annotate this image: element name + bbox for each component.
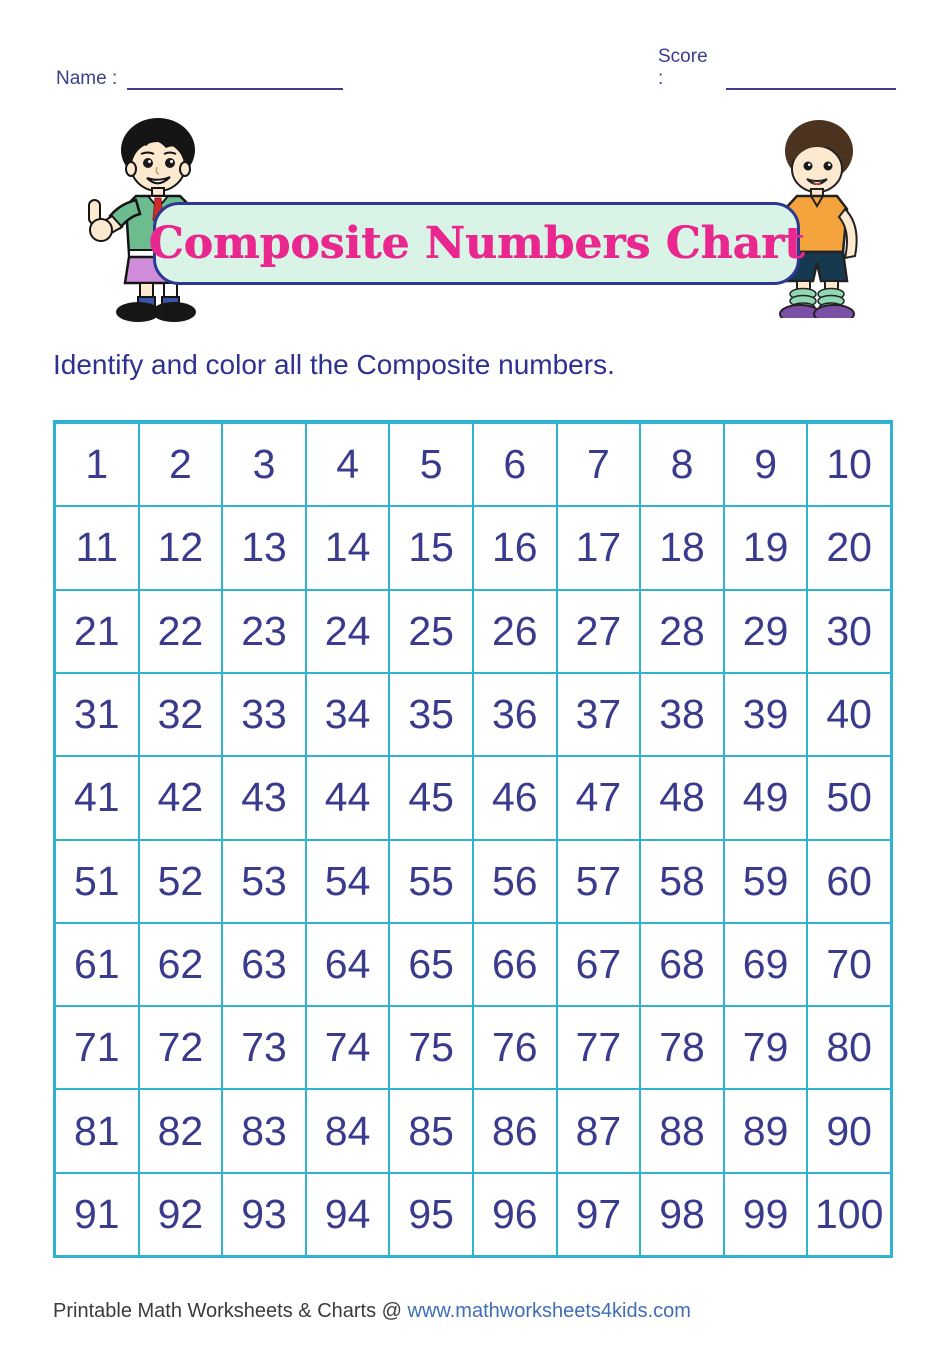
grid-cell-24[interactable]: 24 (306, 590, 390, 673)
grid-cell-11[interactable]: 11 (55, 506, 139, 589)
grid-cell-32[interactable]: 32 (139, 673, 223, 756)
grid-cell-40[interactable]: 40 (807, 673, 891, 756)
score-label: Score : (658, 46, 708, 89)
grid-cell-55[interactable]: 55 (389, 840, 473, 923)
grid-cell-39[interactable]: 39 (724, 673, 808, 756)
grid-cell-12[interactable]: 12 (139, 506, 223, 589)
grid-cell-21[interactable]: 21 (55, 590, 139, 673)
grid-cell-38[interactable]: 38 (640, 673, 724, 756)
grid-cell-71[interactable]: 71 (55, 1006, 139, 1089)
grid-cell-76[interactable]: 76 (473, 1006, 557, 1089)
page-title: Composite Numbers Chart (148, 218, 805, 269)
grid-cell-36[interactable]: 36 (473, 673, 557, 756)
grid-cell-53[interactable]: 53 (222, 840, 306, 923)
grid-cell-72[interactable]: 72 (139, 1006, 223, 1089)
grid-cell-44[interactable]: 44 (306, 756, 390, 839)
grid-cell-61[interactable]: 61 (55, 923, 139, 1006)
footer (53, 1300, 691, 1323)
grid-cell-57[interactable]: 57 (557, 840, 641, 923)
grid-cell-48[interactable]: 48 (640, 756, 724, 839)
grid-cell-85[interactable]: 85 (389, 1089, 473, 1172)
grid-cell-17[interactable]: 17 (557, 506, 641, 589)
grid-cell-65[interactable]: 65 (389, 923, 473, 1006)
grid-cell-33[interactable]: 33 (222, 673, 306, 756)
grid-cell-19[interactable]: 19 (724, 506, 808, 589)
grid-cell-70[interactable]: 70 (807, 923, 891, 1006)
footer-credit-text: Printable Math Worksheets & Charts @ (53, 1300, 408, 1322)
grid-cell-6[interactable]: 6 (473, 423, 557, 506)
grid-cell-28[interactable]: 28 (640, 590, 724, 673)
grid-cell-92[interactable]: 92 (139, 1173, 223, 1256)
grid-cell-3[interactable]: 3 (222, 423, 306, 506)
grid-cell-67[interactable]: 67 (557, 923, 641, 1006)
grid-cell-29[interactable]: 29 (724, 590, 808, 673)
grid-cell-100[interactable]: 100 (807, 1173, 891, 1256)
grid-cell-97[interactable]: 97 (557, 1173, 641, 1256)
grid-cell-51[interactable]: 51 (55, 840, 139, 923)
grid-cell-9[interactable]: 9 (724, 423, 808, 506)
banner-area (0, 0, 950, 340)
grid-cell-26[interactable]: 26 (473, 590, 557, 673)
grid-cell-62[interactable]: 62 (139, 923, 223, 1006)
grid-cell-8[interactable]: 8 (640, 423, 724, 506)
grid-cell-83[interactable]: 83 (222, 1089, 306, 1172)
grid-cell-49[interactable]: 49 (724, 756, 808, 839)
grid-cell-78[interactable]: 78 (640, 1006, 724, 1089)
grid-cell-16[interactable]: 16 (473, 506, 557, 589)
grid-cell-7[interactable]: 7 (557, 423, 641, 506)
grid-cell-96[interactable]: 96 (473, 1173, 557, 1256)
grid-cell-58[interactable]: 58 (640, 840, 724, 923)
grid-cell-93[interactable]: 93 (222, 1173, 306, 1256)
grid-cell-22[interactable]: 22 (139, 590, 223, 673)
grid-cell-47[interactable]: 47 (557, 756, 641, 839)
grid-cell-73[interactable]: 73 (222, 1006, 306, 1089)
grid-cell-30[interactable]: 30 (807, 590, 891, 673)
grid-cell-34[interactable]: 34 (306, 673, 390, 756)
grid-cell-46[interactable]: 46 (473, 756, 557, 839)
grid-cell-94[interactable]: 94 (306, 1173, 390, 1256)
grid-cell-84[interactable]: 84 (306, 1089, 390, 1172)
grid-cell-79[interactable]: 79 (724, 1006, 808, 1089)
grid-cell-4[interactable]: 4 (306, 423, 390, 506)
grid-cell-10[interactable]: 10 (807, 423, 891, 506)
grid-cell-60[interactable]: 60 (807, 840, 891, 923)
grid-cell-35[interactable]: 35 (389, 673, 473, 756)
grid-cell-95[interactable]: 95 (389, 1173, 473, 1256)
grid-cell-41[interactable]: 41 (55, 756, 139, 839)
grid-cell-66[interactable]: 66 (473, 923, 557, 1006)
grid-cell-31[interactable]: 31 (55, 673, 139, 756)
grid-cell-52[interactable]: 52 (139, 840, 223, 923)
number-grid (53, 420, 893, 1258)
grid-cell-45[interactable]: 45 (389, 756, 473, 839)
grid-cell-27[interactable]: 27 (557, 590, 641, 673)
grid-cell-89[interactable]: 89 (724, 1089, 808, 1172)
grid-cell-1[interactable]: 1 (55, 423, 139, 506)
grid-cell-25[interactable]: 25 (389, 590, 473, 673)
grid-cell-59[interactable]: 59 (724, 840, 808, 923)
grid-cell-56[interactable]: 56 (473, 840, 557, 923)
grid-cell-75[interactable]: 75 (389, 1006, 473, 1089)
grid-cell-68[interactable]: 68 (640, 923, 724, 1006)
grid-cell-81[interactable]: 81 (55, 1089, 139, 1172)
grid-cell-15[interactable]: 15 (389, 506, 473, 589)
grid-cell-37[interactable]: 37 (557, 673, 641, 756)
footer-website-link[interactable]: www.mathworksheets4kids.com (407, 1300, 691, 1322)
instruction-text: Identify and color all the Composite numbers. (53, 349, 615, 380)
grid-cell-2[interactable]: 2 (139, 423, 223, 506)
grid-cell-98[interactable]: 98 (640, 1173, 724, 1256)
grid-cell-99[interactable]: 99 (724, 1173, 808, 1256)
grid-cell-18[interactable]: 18 (640, 506, 724, 589)
grid-cell-5[interactable]: 5 (389, 423, 473, 506)
grid-cell-64[interactable]: 64 (306, 923, 390, 1006)
grid-cell-23[interactable]: 23 (222, 590, 306, 673)
grid-cell-86[interactable]: 86 (473, 1089, 557, 1172)
grid-cell-90[interactable]: 90 (807, 1089, 891, 1172)
grid-cell-74[interactable]: 74 (306, 1006, 390, 1089)
grid-cell-14[interactable]: 14 (306, 506, 390, 589)
grid-cell-91[interactable]: 91 (55, 1173, 139, 1256)
grid-cell-42[interactable]: 42 (139, 756, 223, 839)
grid-cell-80[interactable]: 80 (807, 1006, 891, 1089)
grid-cell-87[interactable]: 87 (557, 1089, 641, 1172)
title-banner (148, 202, 805, 285)
name-label: Name : (56, 68, 118, 89)
grid-cell-50[interactable]: 50 (807, 756, 891, 839)
grid-cell-63[interactable]: 63 (222, 923, 306, 1006)
grid-cell-69[interactable]: 69 (724, 923, 808, 1006)
grid-cell-88[interactable]: 88 (640, 1089, 724, 1172)
grid-cell-77[interactable]: 77 (557, 1006, 641, 1089)
grid-cell-82[interactable]: 82 (139, 1089, 223, 1172)
grid-cell-20[interactable]: 20 (807, 506, 891, 589)
grid-cell-13[interactable]: 13 (222, 506, 306, 589)
grid-cell-43[interactable]: 43 (222, 756, 306, 839)
grid-cell-54[interactable]: 54 (306, 840, 390, 923)
